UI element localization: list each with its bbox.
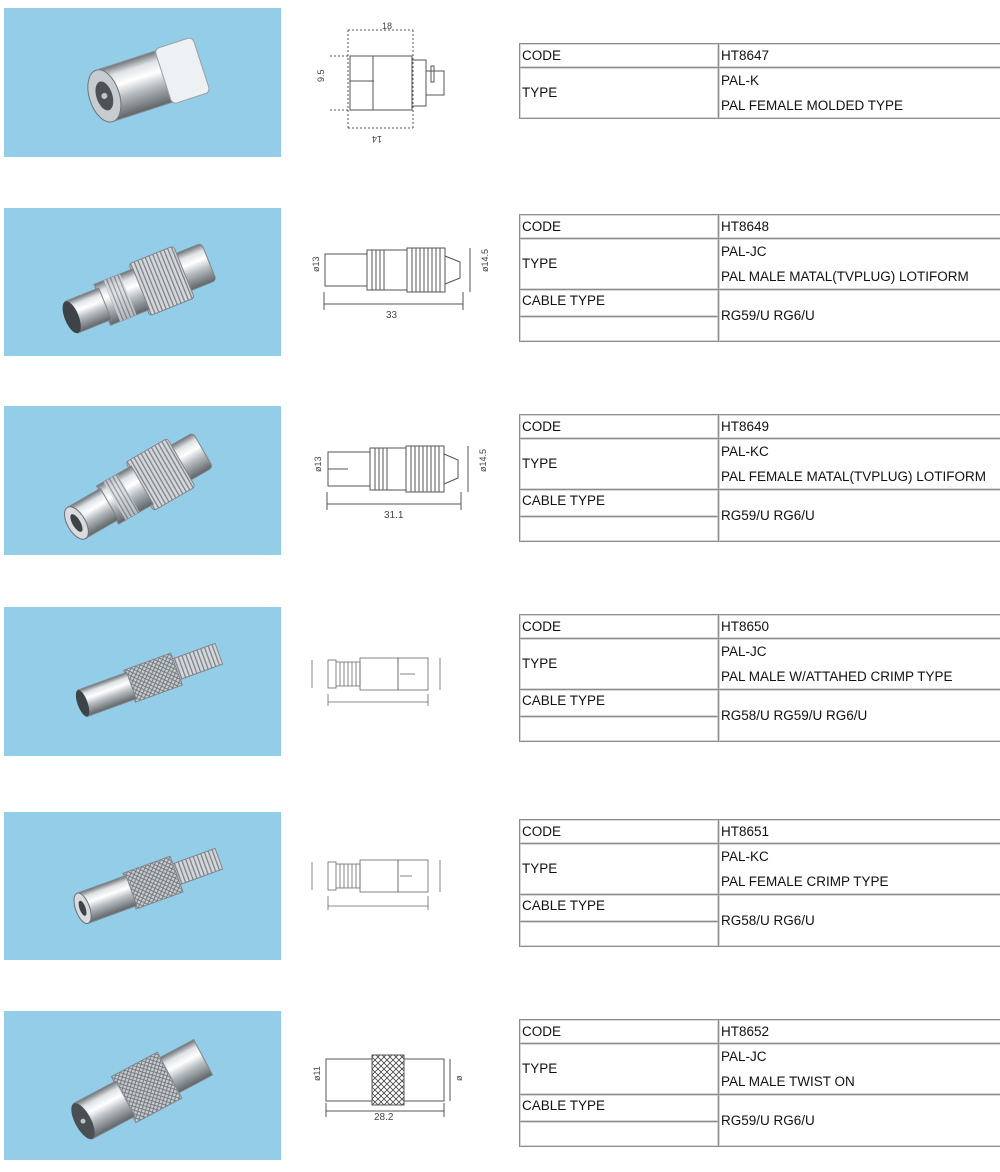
cable-type-row bbox=[520, 490, 1000, 517]
cable-type-label: CABLE TYPE bbox=[520, 290, 719, 317]
type-description: PAL MALE TWIST ON bbox=[721, 1074, 855, 1089]
type-description: PAL MALE W/ATTAHED CRIMP TYPE bbox=[721, 669, 953, 684]
type-row bbox=[520, 1044, 1000, 1095]
spec-table-ht8650 bbox=[519, 614, 1000, 742]
type-description: PAL FEMALE MOLDED TYPE bbox=[721, 98, 904, 113]
type-label: TYPE bbox=[520, 68, 719, 119]
technical-drawing-ht8648 bbox=[300, 232, 490, 327]
dimension-inner-label: ø bbox=[454, 1075, 464, 1081]
code-value: HT8651 bbox=[719, 820, 1000, 844]
product-photo-ht8650 bbox=[4, 607, 281, 756]
code-value: HT8650 bbox=[719, 615, 1000, 639]
connector-male-lotiform-image bbox=[4, 208, 281, 356]
spec-table-ht8647 bbox=[519, 43, 1000, 119]
type-value bbox=[719, 439, 1000, 490]
code-label: CODE bbox=[520, 44, 719, 68]
connector-female-lotiform-image bbox=[4, 406, 281, 555]
type-row bbox=[520, 68, 1000, 119]
type-description: PAL FEMALE MATAL(TVPLUG) LOTIFORM bbox=[721, 469, 987, 484]
product-photo-ht8647 bbox=[4, 8, 281, 157]
cable-type-value: RG59/U RG6/U bbox=[719, 490, 1000, 542]
blank-cell bbox=[520, 922, 719, 947]
product-photo-ht8649 bbox=[4, 406, 281, 555]
dimension-diameter-label: ø11 bbox=[312, 1066, 322, 1081]
code-row bbox=[520, 615, 1000, 639]
type-label: TYPE bbox=[520, 439, 719, 490]
technical-drawing-ht8650 bbox=[300, 650, 490, 715]
spec-table-ht8648 bbox=[519, 214, 1000, 342]
type-value bbox=[719, 844, 1000, 895]
dimension-nut-label: ø14.5 bbox=[478, 448, 488, 472]
dimension-length-label: 18 bbox=[382, 21, 393, 31]
code-row bbox=[520, 44, 1000, 68]
connector-female-molded-image bbox=[4, 8, 281, 157]
cable-type-row bbox=[520, 895, 1000, 922]
technical-drawing-ht8651 bbox=[300, 852, 490, 917]
type-value bbox=[719, 239, 1000, 290]
code-row bbox=[520, 1020, 1000, 1044]
code-row bbox=[520, 215, 1000, 239]
type-label: TYPE bbox=[520, 1044, 719, 1095]
connector-male-twist-on-image bbox=[4, 1011, 281, 1160]
dimension-nut-label: ø14.5 bbox=[480, 248, 490, 272]
type-row bbox=[520, 639, 1000, 690]
blank-cell bbox=[520, 517, 719, 542]
type-value bbox=[719, 1044, 1000, 1095]
code-value: HT8649 bbox=[719, 415, 1000, 439]
code-label: CODE bbox=[520, 1020, 719, 1044]
type-value bbox=[719, 68, 1000, 119]
cable-type-value: RG59/U RG6/U bbox=[719, 290, 1000, 342]
cable-type-value: RG58/U RG6/U bbox=[719, 895, 1000, 947]
type-code: PAL-JC bbox=[721, 1049, 767, 1064]
spec-table-ht8649 bbox=[519, 414, 1000, 542]
cable-type-row bbox=[520, 1095, 1000, 1122]
product-photo-ht8651 bbox=[4, 812, 281, 960]
type-value bbox=[719, 639, 1000, 690]
cable-type-label: CABLE TYPE bbox=[520, 490, 719, 517]
cable-type-value: RG59/U RG6/U bbox=[719, 1095, 1000, 1147]
dimension-length-label: 28.2 bbox=[374, 1112, 394, 1120]
connector-female-crimp-image bbox=[4, 812, 281, 960]
cable-type-value: RG58/U RG59/U RG6/U bbox=[719, 690, 1000, 742]
type-code: PAL-KC bbox=[721, 849, 769, 864]
type-description: PAL MALE MATAL(TVPLUG) LOTIFORM bbox=[721, 269, 969, 284]
technical-drawing-ht8652 bbox=[300, 1045, 490, 1120]
cable-type-row bbox=[520, 690, 1000, 717]
dimension-length-label: 33 bbox=[386, 310, 398, 321]
dimension-length-label: 31.1 bbox=[384, 510, 404, 521]
technical-drawing-ht8647 bbox=[300, 20, 490, 150]
type-label: TYPE bbox=[520, 239, 719, 290]
dimension-diameter-label: ø13 bbox=[311, 256, 321, 272]
dimension-body-label: 14 bbox=[371, 134, 382, 144]
technical-drawing-ht8649 bbox=[300, 432, 490, 527]
product-photo-ht8648 bbox=[4, 208, 281, 356]
blank-cell bbox=[520, 1122, 719, 1147]
type-row bbox=[520, 239, 1000, 290]
code-label: CODE bbox=[520, 215, 719, 239]
spec-table-ht8651 bbox=[519, 819, 1000, 947]
code-label: CODE bbox=[520, 415, 719, 439]
type-label: TYPE bbox=[520, 639, 719, 690]
type-description: PAL FEMALE CRIMP TYPE bbox=[721, 874, 889, 889]
cable-type-label: CABLE TYPE bbox=[520, 895, 719, 922]
dimension-diameter-label: 9.5 bbox=[316, 69, 326, 82]
cable-type-label: CABLE TYPE bbox=[520, 1095, 719, 1122]
type-code: PAL-JC bbox=[721, 244, 767, 259]
type-label: TYPE bbox=[520, 844, 719, 895]
type-code: PAL-KC bbox=[721, 444, 769, 459]
code-label: CODE bbox=[520, 820, 719, 844]
product-photo-ht8652 bbox=[4, 1011, 281, 1160]
type-code: PAL-JC bbox=[721, 644, 767, 659]
code-value: HT8652 bbox=[719, 1020, 1000, 1044]
code-value: HT8647 bbox=[719, 44, 1000, 68]
type-row bbox=[520, 844, 1000, 895]
spec-table-ht8652 bbox=[519, 1019, 1000, 1147]
connector-male-crimp-image bbox=[4, 607, 281, 756]
cable-type-label: CABLE TYPE bbox=[520, 690, 719, 717]
cable-type-row bbox=[520, 290, 1000, 317]
code-value: HT8648 bbox=[719, 215, 1000, 239]
code-label: CODE bbox=[520, 615, 719, 639]
blank-cell bbox=[520, 317, 719, 342]
type-code: PAL-K bbox=[721, 73, 760, 88]
code-row bbox=[520, 820, 1000, 844]
code-row bbox=[520, 415, 1000, 439]
type-row bbox=[520, 439, 1000, 490]
blank-cell bbox=[520, 717, 719, 742]
dimension-diameter-label: ø13 bbox=[313, 456, 323, 472]
